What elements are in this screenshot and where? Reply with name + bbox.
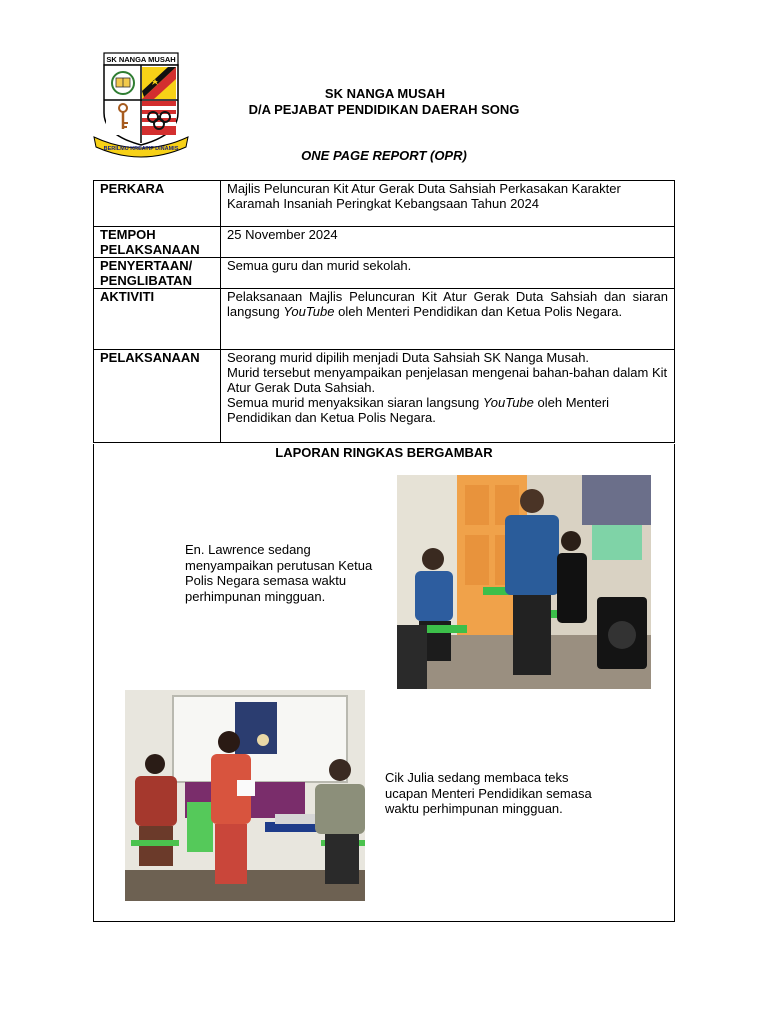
pelaksanaan-line-3-text-2: oleh Menteri Pendidikan dan Ketua Polis Negara. (227, 395, 610, 425)
row-label-tempoh: TEMPOH PELAKSANAAN (94, 227, 221, 258)
pelaksanaan-line-2: Murid tersebut menyampaikan penjelasan mengenai bahan-bahan dalam Kit Atur Gerak Duta Sahsiah. (227, 365, 668, 395)
row-label-aktiviti: AKTIVITI (94, 289, 221, 350)
picture-report-title: LAPORAN RINGKAS BERGAMBAR (275, 445, 493, 460)
pelaksanaan-line-3 (227, 395, 668, 425)
picture-report-section (93, 444, 675, 922)
crest-banner-text: SK NANGA MUSAH (106, 55, 176, 64)
document-header (0, 86, 768, 118)
report-table (93, 180, 675, 443)
table-row (94, 181, 675, 227)
pelaksanaan-youtube-text: YouTube (482, 395, 534, 410)
pelaksanaan-line-1: Seorang murid dipilih menjadi Duta Sahsiah SK Nanga Musah. (227, 350, 590, 365)
school-name: SK NANGA MUSAH (324, 86, 446, 101)
table-row (94, 258, 675, 289)
row-value-tempoh: 25 November 2024 (221, 227, 675, 258)
aktiviti-text-2: oleh Menteri Pendidikan dan Ketua Polis Negara. (334, 304, 623, 319)
pelaksanaan-line-3-text-1: Semua murid menyaksikan siaran langsung (227, 395, 483, 410)
row-value-pelaksanaan (221, 350, 675, 443)
table-row (94, 350, 675, 443)
row-value-penyertaan: Semua guru dan murid sekolah. (221, 258, 675, 289)
table-row (94, 227, 675, 258)
aktiviti-youtube-text: YouTube (283, 304, 335, 319)
crest-motto-text: BERILMU KREATIF DINAMIS (103, 146, 179, 152)
aktiviti-text-1: Pelaksanaan Majlis Peluncuran Kit Atur Gerak Duta Sahsiah dan siaran langsung (227, 289, 668, 319)
photo-woman-reading (125, 690, 365, 901)
row-label-pelaksanaan: PELAKSANAAN (94, 350, 221, 443)
photo-man-speaking (397, 475, 651, 689)
row-value-aktiviti (221, 289, 675, 350)
row-label-penyertaan: PENYERTAAN/ PENGLIBATAN (94, 258, 221, 289)
office-name: D/A PEJABAT PENDIDIKAN DAERAH SONG (248, 102, 520, 117)
photo-caption-1: En. Lawrence sedang menyampaikan perutusan Ketua Polis Negara semasa waktu perhimpunan mingguan. (185, 542, 373, 604)
table-row (94, 289, 675, 350)
row-value-perkara: Majlis Peluncuran Kit Atur Gerak Duta Sahsiah Perkasakan Karakter Karamah Insaniah Peringkat Kebangsaan Tahun 2024 (221, 181, 675, 227)
row-label-perkara: PERKARA (94, 181, 221, 227)
photo-caption-2: Cik Julia sedang membaca teks ucapan Menteri Pendidikan semasa waktu perhimpunan mingguan. (385, 770, 592, 816)
report-title: ONE PAGE REPORT (OPR) (301, 148, 467, 163)
